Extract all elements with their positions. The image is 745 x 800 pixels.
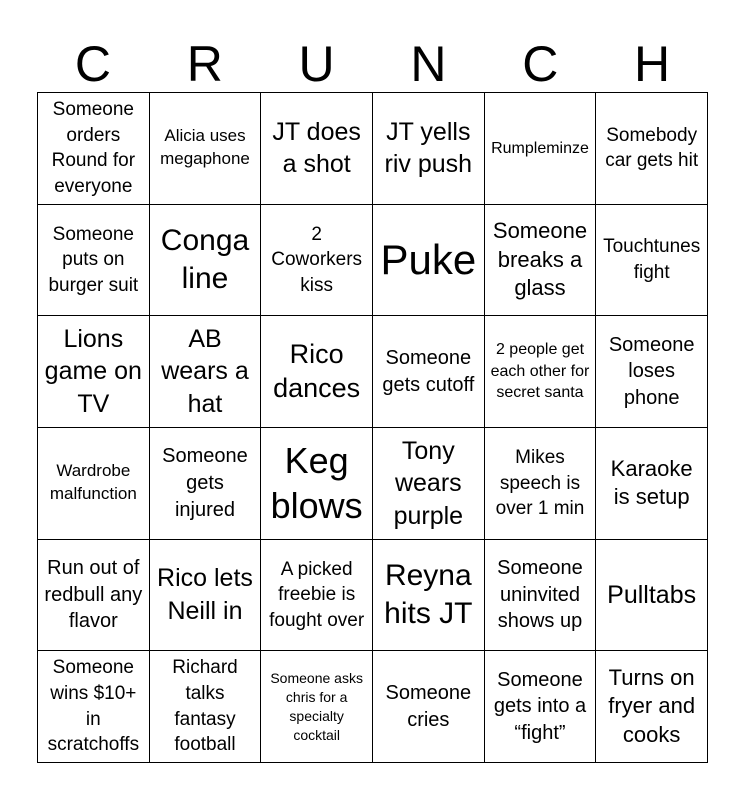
cell-text: JT does a shot <box>272 117 361 179</box>
bingo-cell[interactable] <box>38 428 150 540</box>
bingo-cell[interactable] <box>596 316 708 428</box>
bingo-cell[interactable] <box>373 205 485 317</box>
cell-text: Wardrobe malfunction <box>49 461 137 504</box>
cell-text: Someone cries <box>385 682 472 731</box>
bingo-cell[interactable] <box>373 316 485 428</box>
bingo-cell[interactable] <box>261 316 373 428</box>
bingo-cell[interactable] <box>485 205 597 317</box>
bingo-cell[interactable] <box>373 651 485 763</box>
bingo-cell[interactable] <box>596 540 708 652</box>
bingo-cell[interactable] <box>150 651 262 763</box>
cell-text: Someone gets into a “fight” <box>493 668 587 744</box>
bingo-cell[interactable] <box>373 540 485 652</box>
cell-text: Touchtunes fight <box>603 236 701 283</box>
cell-text: Turns on fryer and cooks <box>608 664 696 747</box>
header-letter-u: U <box>298 36 335 92</box>
cell-text: Rico dances <box>273 338 361 403</box>
cell-text: Someone wins $10+ in scratchoffs <box>47 657 140 756</box>
bingo-grid <box>37 92 708 763</box>
cell-text: Someone breaks a glass <box>492 218 588 301</box>
cell-text: Someone orders Round for everyone <box>51 99 136 197</box>
header-letter-c: C <box>74 36 111 92</box>
cell-text: Somebody car gets hit <box>605 124 699 172</box>
cell-text: Conga line <box>160 224 250 295</box>
cell-text: Someone loses phone <box>608 333 695 409</box>
cell-text: Reyna hits JT <box>384 559 473 630</box>
cell-text: Someone gets cutoff <box>382 347 475 396</box>
bingo-header <box>37 36 708 92</box>
header-letter-c: C <box>522 36 559 92</box>
header-letter-n: N <box>410 36 447 92</box>
bingo-cell[interactable] <box>261 651 373 763</box>
bingo-cell[interactable] <box>261 428 373 540</box>
cell-text: Run out of redbull any flavor <box>44 557 143 633</box>
bingo-cell[interactable] <box>150 93 262 205</box>
bingo-cell[interactable] <box>150 205 262 317</box>
bingo-cell[interactable] <box>596 93 708 205</box>
cell-text: JT yells riv push <box>384 117 473 179</box>
bingo-cell[interactable] <box>485 540 597 652</box>
bingo-cell[interactable] <box>150 540 262 652</box>
cell-text: Mikes speech is over 1 min <box>495 446 585 520</box>
bingo-cell[interactable] <box>261 540 373 652</box>
cell-text: Someone gets injured <box>162 445 248 521</box>
bingo-cell[interactable] <box>261 93 373 205</box>
bingo-cell[interactable] <box>150 428 262 540</box>
bingo-cell[interactable] <box>150 316 262 428</box>
bingo-cell[interactable] <box>596 205 708 317</box>
bingo-cell[interactable] <box>485 316 597 428</box>
cell-text: A picked freebie is fought over <box>269 558 365 631</box>
bingo-cell[interactable] <box>373 93 485 205</box>
cell-text: Tony wears purple <box>393 436 464 530</box>
cell-text: Karaoke is setup <box>610 455 693 510</box>
bingo-cell[interactable] <box>38 651 150 763</box>
bingo-cell[interactable] <box>485 428 597 540</box>
cell-text: Alicia uses megaphone <box>160 126 250 169</box>
cell-text: Pulltabs <box>607 580 697 609</box>
bingo-cell[interactable] <box>38 316 150 428</box>
cell-text: Richard talks fantasy football <box>172 657 238 756</box>
cell-text: AB wears a hat <box>161 324 249 418</box>
bingo-cell[interactable] <box>373 428 485 540</box>
cell-text: Someone puts on burger suit <box>48 223 139 296</box>
bingo-cell[interactable] <box>38 205 150 317</box>
cell-text: Someone uninvited shows up <box>497 557 583 633</box>
bingo-cell[interactable] <box>261 205 373 317</box>
cell-text: Someone asks chris for a specialty cocktail <box>270 669 363 743</box>
cell-text: 2 people get each other for secret santa <box>490 341 590 402</box>
cell-text: Puke <box>380 235 477 283</box>
header-letter-h: H <box>634 36 671 92</box>
bingo-cell[interactable] <box>596 428 708 540</box>
bingo-cell[interactable] <box>38 540 150 652</box>
cell-text: Keg blows <box>270 440 363 527</box>
bingo-cell[interactable] <box>485 651 597 763</box>
bingo-cell[interactable] <box>596 651 708 763</box>
header-letter-r: R <box>186 36 223 92</box>
bingo-cell[interactable] <box>38 93 150 205</box>
bingo-cell[interactable] <box>485 93 597 205</box>
cell-text: 2 Coworkers kiss <box>271 223 363 296</box>
cell-text: Lions game on TV <box>44 324 142 418</box>
cell-text: Rumpleminze <box>491 139 589 157</box>
cell-text: Rico lets Neill in <box>157 564 253 625</box>
